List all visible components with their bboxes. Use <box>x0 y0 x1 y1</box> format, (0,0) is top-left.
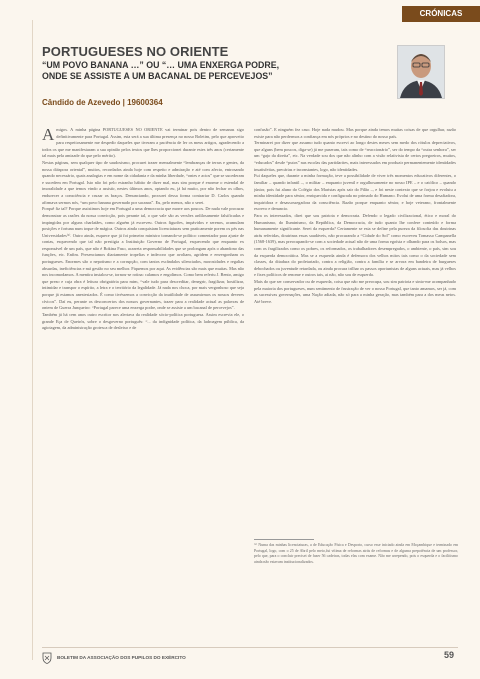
paragraph: Terminarei por dizer que assumo tudo quanto escrevi ao longo destes meses sem medo dos rótulos depreciativos, que alguns (bem poucos, diga-se) já me puseram, tais como de “reaccionário”, ser do tempo da “outra senhora”, ser um “gajo da direita”, etc. Na verdade sou dos que não alinho com a visão relativista de certos pregoeiros, muitos, “educados” desde “putos” nas escolas das partidarites, mais interessados em produzir permanentemente identidades insatisfeitas, precárias e inconstantes, logo, não identidades. <box>254 140 456 172</box>
association-crest-icon <box>42 652 52 664</box>
author-photo <box>397 45 445 99</box>
paragraph: Porquê fiz tal? Porque assistimos hoje em Portugal a uma democracia que morre aos poucos. De nada vale procurar demonstrar as razões da nossa convicção, pois perante tal, o que vale são as versões ardilosamente falsificadas e impingidas por alguns charlatães, como alguém já escreveu. Outros figurões, impávidos e serenos, acumulam posições e fortuna num toque de mágica. Outros ainda conquistam licenciaturas sem praticamente porem os pés nas Universidades⁽¹⁾. Outro ainda, esquece que já foi primeiro ministro tornando-se político comentador para ajuste de contas, esquecendo que tal não prestigia a Instituição Governo de Portugal, esquecendo que enquanto ex responsável de um país, que não é Bokina Faso, acarreta responsabilidades que se prolongam após o abandono das funções, etc. Enfim. Presenciamos diariamente tropelias e indecoro que avoltam, agridem e envergonham os portugueses. Enormes são o nepotismo e a corrupção, com tantos escândalos silenciados, morosidades e regalias absurdas, ineficiências e má gestão no seu melhor. Fiquemos por aqui. As evidências são mais que muitas. Mas não nos incomodamos. A mentira instalou-se, tornou-se rotina: calamos e engolimos. Como bem referiu J. Bento, amigo que prezo e cuja obra é leitura obrigatória para mim, “vale tudo para descreditar, denegrir, fragilizar, hostilizar, intimidar e transpor o espírito, a letra e o território da legalidade. Já nada nos choca, por mais vergonhoso que seja porque já estamos anestesiados. É como tivéssemos a convicção da inutilidade de assumirmos os nossos deveres cívicos”. Daí eu, perante os desconcertos dos nossos governantes, trazer para a realidade actual as palavras de ontem de Guerra Junqueiro: “Portugal parece uma enxerga podre, onde se assiste a um bacanal de percevejos”. <box>42 206 244 311</box>
section-tag: CRÓNICAS <box>402 6 480 22</box>
footer-rule <box>42 647 458 648</box>
paragraph <box>42 127 244 160</box>
footer-publication: BOLETIM DA ASSOCIAÇÃO DOS PUPILOS DO EXÉRCITO <box>57 655 186 660</box>
author-byline: Cândido de Azevedo | 19600364 <box>42 98 163 107</box>
footnote: ⁽¹⁾ Numa das minhas licenciaturas, a de Educação Física e Desporto, curso esse iniciado ainda em Moçambique e terminado em Portugal, logo, com o 25 de Abril pelo meio,fui vítima de reformas atrás de reformas e de alguma prepotência de um professor, pelo que, para o concluir precisei de fazer 56 cadeiras, todas elas com exame. Não me arrependo, pois o esquerda e o facilitismo ainda não estavam institucionalizados. <box>254 543 458 564</box>
article-title: PORTUGUESES NO ORIENTE <box>42 44 229 59</box>
margin-rule <box>32 20 33 660</box>
article-subtitle <box>42 60 372 82</box>
paragraph-text: migos. A minha página PORTUGUESES NO ORIENTE vai terminar pois dentro de semanas sigo definitivamente para Portugal. Assim, esta será a sua última presença no nosso Boletim, pelo que aproveito para respeitosamente me despedir daqueles que tiveram a paciência de ler os meus artigos, agradecendo a todos os que me manifestaram a sua opinião pelos textos que lhes proporcionei durante estes três anos (certamente tal mais pela amizade do que pelo mérito). <box>42 127 244 159</box>
paragraph: confusão”. E ninguém fez caso. Hoje nada mudou. Mas porque ainda temos muitas coisas de que orgulhar, razão existe para não perdermos a confiança em nós próprios e no destino do nosso país. <box>254 127 456 139</box>
footnote-divider <box>254 539 314 540</box>
subtitle-line-1: “UM POVO BANANA …” OU “… UMA ENXERGA PODRE, <box>42 60 280 70</box>
drop-cap: A <box>42 127 55 144</box>
author-portrait-icon <box>398 46 444 98</box>
subtitle-line-2: ONDE SE ASSISTE A UM BACANAL DE PERCEVEJOS” <box>42 71 273 81</box>
paragraph: Nestas páginas, sem qualquer tipo de saudosismo, procurei trazer mensalmente “lembranças de terras e gentes, da nossa diáspora oriental”, muitos, recordados ainda hoje com respeito e admiração e até com afecto, entrosando quando necessário, quais analogias e em nome da cidadania e da minha liberdade, “ontes e actos” que se sucederam e sucedem em Portugal. Isto não foi pelo estranho hábito de dizer mal, mas sim porque é enorme o estendal de imoralidade a que temos vindo a assistir, nestes últimos anos, optando eu, já há muito, por não fechar os olhos, endurecer a consciência e cruzar os braços. Denunciando, procurei dessa forma contrariar D. Carlos quando afirmava sermos nós, “um povo banana governado por sacanas”. Eu, pelo menos, não o serei. <box>42 160 244 205</box>
paragraph: Mais do que ser conservador ou de esquerda, coisa que não me preocupa, sou sim patriota e sinto-me acompanhado pela maioria dos portugueses, num sentimento de frustração de ver o nosso Portugal, que tanto amamos, ser já, com as sucessivas governações, uma Nação adiada, não só para a minha geração, mas também para a dos meus netos. Até breve. <box>254 279 456 304</box>
paragraph: Também já há cem anos outro escritor nos alertava da realidade sócio-política portuguesa. Assim escrevia ele, o grande Eça de Queirós, sobre o desgoverno português: “... da indignidade política, da ladroagem pública, da agiotagem, da administração grotesca de desleixo e de <box>42 311 244 331</box>
page-number: 59 <box>444 650 455 660</box>
paragraph: Fui daqueles que, durante a minha formação, teve a possibilidade de viver três momentos educativos diferentes, o familiar – quando infantil –, o militar – enquanto juvenil e orgulhosamente no nosso IPE – e o católico – quando júnior, pois fui aluno do Colégio dos Maristas após sair do Pilão –, e foi neste contexto que se forjou e evoluiu a minha identidade para sénior, enriquecida e configurada no primado do Humano. Evolui de uma forma desafiadora, inquiridora e desassossegadora da consciência. Razão porque enquanto sénior, e hoje veterano, frontalmente escrevo e denuncio. <box>254 173 456 212</box>
paragraph: Para os interessados, direi que sou patriota e democrata. Defendo o legado civilizacional, ético e moral do Humanismo, do Iluminismo, da República, da Democracia, de tudo quanto lhe confere conteúdo e forma humanamente significante. Serei da esquerda? Certamente se esta se define pela pureza da filosofia das doutrinas atrás referidas, doutrinas essas saudáveis, não procurando a “Cidade do Sol” como escreveu Tomasso Campanella (1568-1639), mas preocupando-se com a sociedade actual não de uma forma egoísta e olhando para os bolsos, mas com os fragilizados como os pobres, os reformados, os trabalhadores desempregados, o ambiente, o país, sim sou da esquerda democrática. Mas se a esquerda ainda é defensora dos velhos mitos tais como o da sociedade sem classes, da ditadura do proletariado, contra a religião, contra a família e se arvora em bandeira de burgueses debochados ou juventude retardada, ou ainda procura trilhar os passos oportunistas de alguns actuais, mas já velhos e fixes políticos de renome e outros tais, ai não, não sou de esquerda. <box>254 213 456 278</box>
article-column-left <box>42 127 244 635</box>
